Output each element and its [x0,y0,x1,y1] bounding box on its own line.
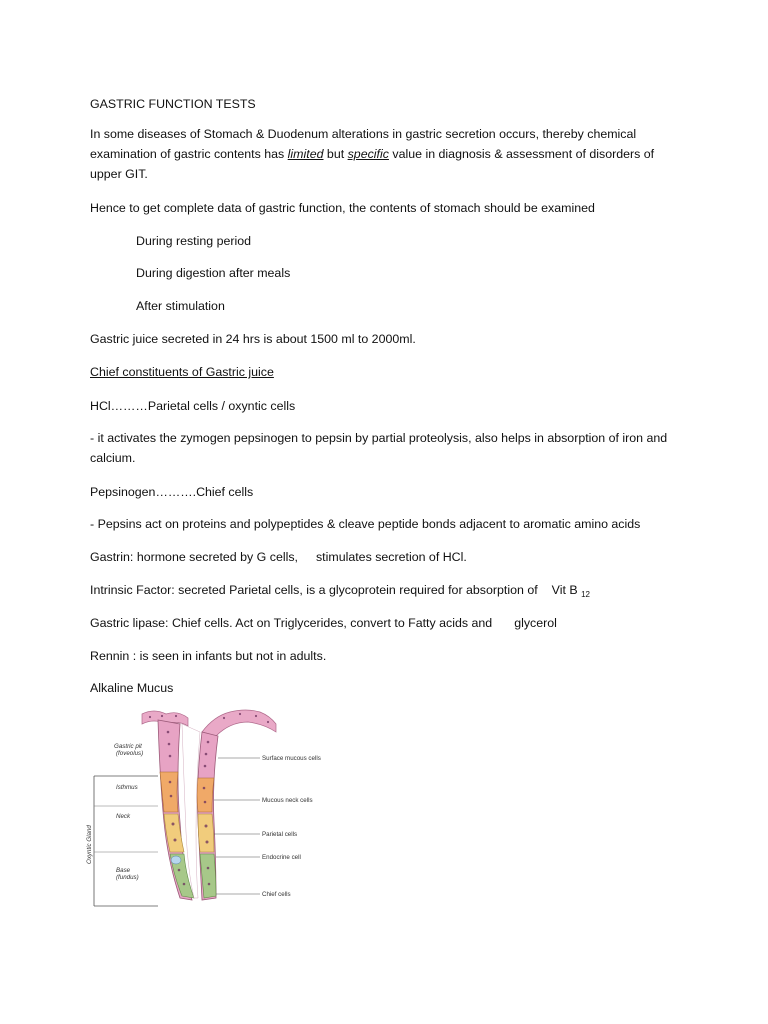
lipase-text-b: glycerol [514,616,557,630]
intro-text-c: value in diagnosis & assessment of disorders of upper GIT. [90,147,655,181]
isthmus-label: Isthmus [116,784,138,791]
intro-text-a: In some diseases of Stomach & Duodenum alterations in gastric secretion occurs, thereby chemical examination of gastric contents has [90,127,637,161]
mucous-neck-cells-label: Mucous neck cells [262,797,313,804]
gastrin-text-b: stimulates secretion of HCl. [315,550,467,564]
hcl-line: HCl………Parietal cells / oxyntic cells [90,399,296,413]
gastric-pit-label: Gastric pit [114,743,142,750]
lipase-text-a: Gastric lipase: Chief cells. Act on Triglycerides, convert to Fatty acids and [90,616,493,630]
chief-cells-label: Chief cells [262,891,291,898]
mucus-line: Alkaline Mucus [90,681,174,695]
vitamin-label: Vit B [551,583,578,597]
list-item: During digestion after meals [136,266,291,280]
fundus-label: (fundus) [116,874,139,881]
base-label: Base [116,867,131,874]
pepsin-description: - Pepsins act on proteins and polypeptides & cleave peptide bonds adjacent to aromatic amino acids [90,517,641,531]
neck-label: Neck [116,813,131,820]
gastrin-text-a: Gastrin: hormone secreted by G cells, [90,550,298,564]
specific-word: specific [347,147,389,161]
constituents-heading: Chief constituents of Gastric juice [90,365,274,379]
hcl-description: - it activates the zymogen pepsinogen to pepsin by partial proteolysis, also helps in absorption of iron and calcium. [90,431,668,465]
oxyntic-gland-label: Oxyntic Gland [86,825,93,864]
intro-text-b: but [323,147,348,161]
list-item: During resting period [136,234,252,248]
endocrine-cell-label: Endocrine cell [262,854,301,861]
intro-paragraph [90,124,680,184]
intrinsic-factor-line [90,580,590,605]
parietal-cells-label: Parietal cells [262,831,298,838]
examined-paragraph: Hence to get complete data of gastric function, the contents of stomach should be examined [90,201,595,215]
rennin-line: Rennin : is seen in infants but not in adults. [90,649,327,663]
lipase-line [90,613,557,633]
limited-word: limited [287,147,324,161]
foveolus-label: (foveolus) [116,750,144,757]
pepsinogen-line: Pepsinogen……….Chief cells [90,485,254,499]
gastrin-line [90,547,467,567]
gastric-gland-illustration [84,702,346,908]
vitamin-subscript: 12 [581,590,590,599]
intrinsic-text-a: Intrinsic Factor: secreted Parietal cells, is a glycoprotein required for absorption of [90,583,538,597]
document-title: GASTRIC FUNCTION TESTS [90,97,256,111]
surface-mucous-cells-label: Surface mucous cells [262,755,321,762]
juice-volume-text: Gastric juice secreted in 24 hrs is about 1500 ml to 2000ml. [90,332,416,346]
list-item: After stimulation [136,299,225,313]
